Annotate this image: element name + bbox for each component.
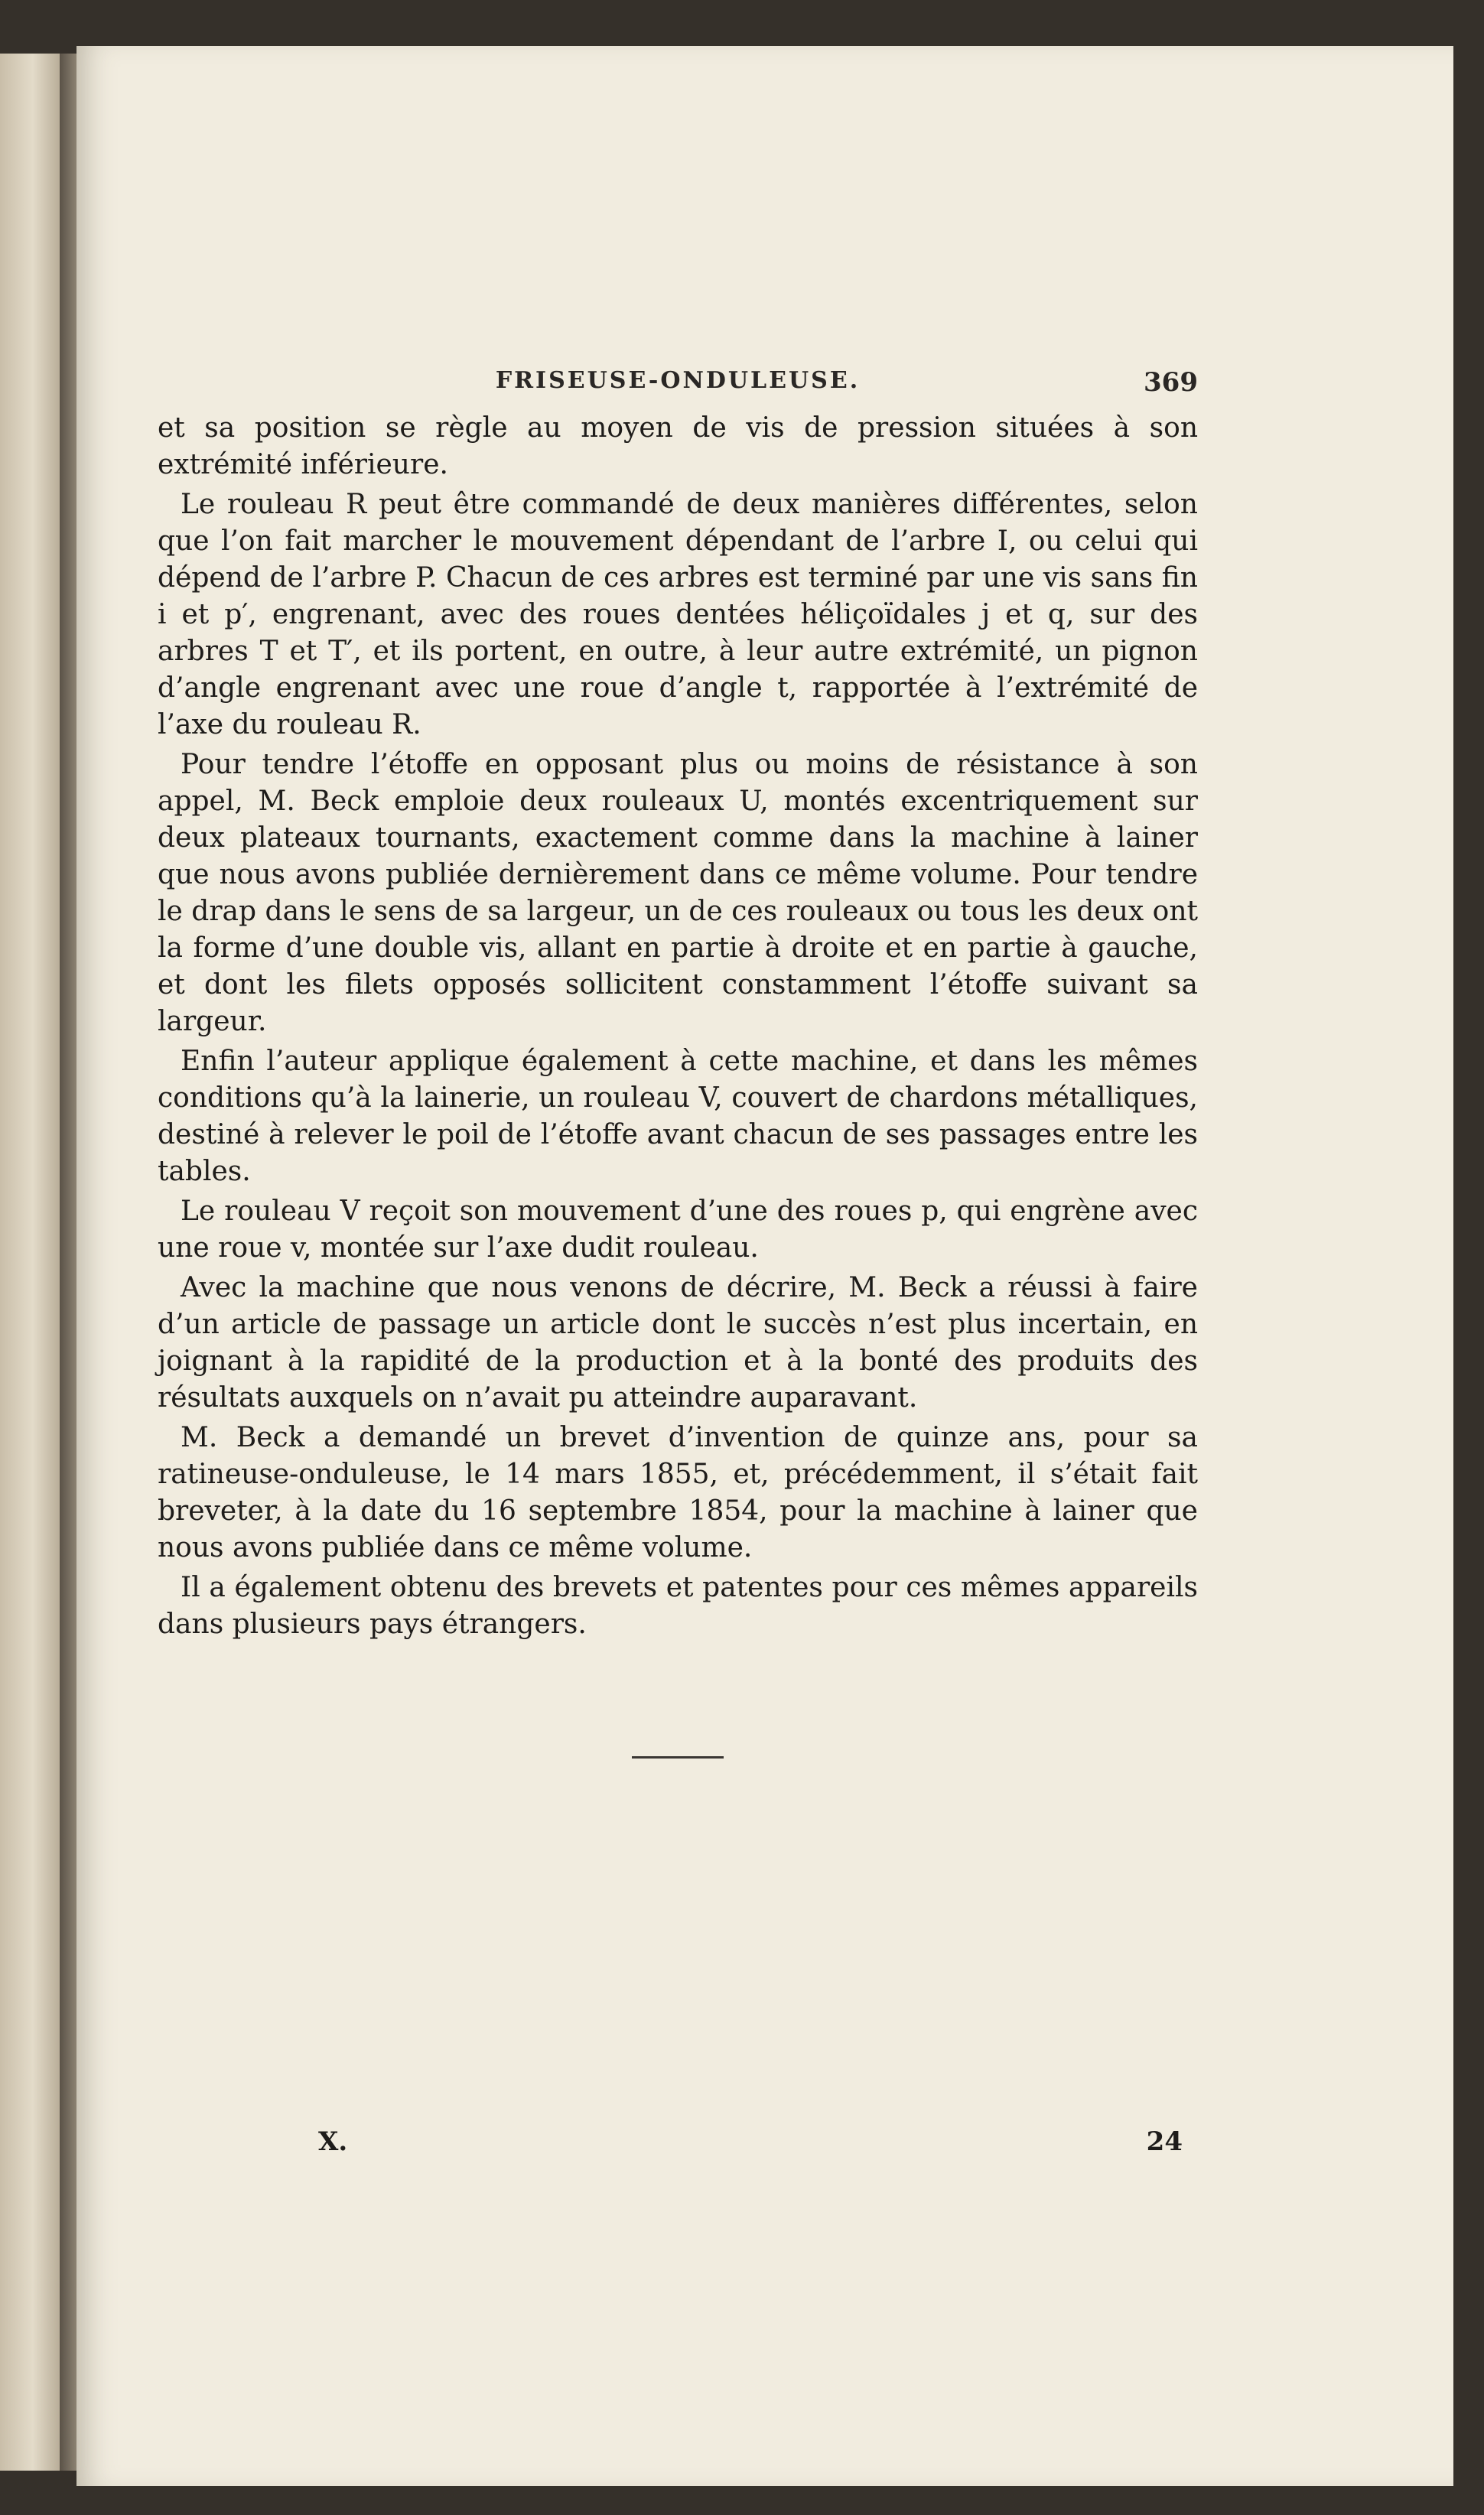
paragraph-rouleau-r: Le rouleau R peut être commandé de deux manières différentes, selon que l’on fait marcher le mouvement dépendant de l’arbre I, ou celui qui dépend de l’arbre P. Chacun de ces arbres est terminé par une vis sans fin i et p′, engrenant, avec des roues dentées héliçoïdales j et q, sur des arbres T et T′, et ils portent, en outre, à leur autre extrémité, un pignon d’angle engrenant avec une roue d’angle t, rapportée à l’extrémité de l’axe du rouleau R.: [158, 489, 1198, 740]
paragraph-tendre-etoffe: Pour tendre l’étoffe en opposant plus ou moins de résistance à son appel, M. Beck emploie deux rouleaux U, montés excentriquement sur deux plateaux tournants, exactement comme dans la machine à lainer que nous avons publiée dernièrement dans ce même volume. Pour tendre le drap dans le sens de sa largeur, un de ces rouleaux ou tous les deux ont la forme d’une double vis, allant en partie à droite et en partie à gauche, et dont les filets opposés sollicitent constamment l’étoffe suivant sa largeur.: [158, 749, 1198, 1037]
book-page: [76, 46, 1453, 2486]
volume-signature: X.: [318, 2126, 348, 2157]
sheet-number: 24: [1146, 2126, 1183, 2157]
paragraph-brevet: M. Beck a demandé un brevet d’invention de quinze ans, pour sa ratineuse-onduleuse, le 14 mars 1855, et, précédemment, il s’était fait breveter, à la date du 16 septembre 1854, pour la machine à lainer que nous avons publiée dans ce même volume.: [158, 1422, 1198, 1563]
running-title: FRISEUSE-ONDULEUSE.: [495, 367, 861, 394]
paragraph-resultats: Avec la machine que nous venons de décrire, M. Beck a réussi à faire d’un article de passage un article dont le succès n’est plus incertain, en joignant à la rapidité de la production et à la bonté des produits des résultats auxquels on n’avait pu atteindre auparavant.: [158, 1272, 1198, 1414]
paragraph-rouleau-v: Enfin l’auteur applique également à cette machine, et dans les mêmes conditions qu’à la lainerie, un rouleau V, couvert de chardons métalliques, destiné à relever le poil de l’étoffe avant chacun de ses passages entre les tables.: [158, 1046, 1198, 1187]
page-number: 369: [1144, 367, 1198, 398]
paragraph-pays-etrangers: Il a également obtenu des brevets et patentes pour ces mêmes appareils dans plusieurs pays étrangers.: [158, 1572, 1198, 1640]
text-block: [158, 367, 1198, 1759]
gutter-shadow: [60, 54, 76, 2471]
running-head: [158, 367, 1198, 410]
paragraph-mouvement-v: Le rouleau V reçoit son mouvement d’une des roues p, qui engrène avec une roue v, montée sur l’axe dudit rouleau.: [158, 1196, 1198, 1264]
page-footer: [234, 2126, 1274, 2172]
facing-page-edge: [0, 54, 62, 2471]
paragraph-continuation: et sa position se règle au moyen de vis de pression situées à son extrémité inférieure.: [158, 412, 1198, 480]
end-rule: [632, 1756, 724, 1759]
